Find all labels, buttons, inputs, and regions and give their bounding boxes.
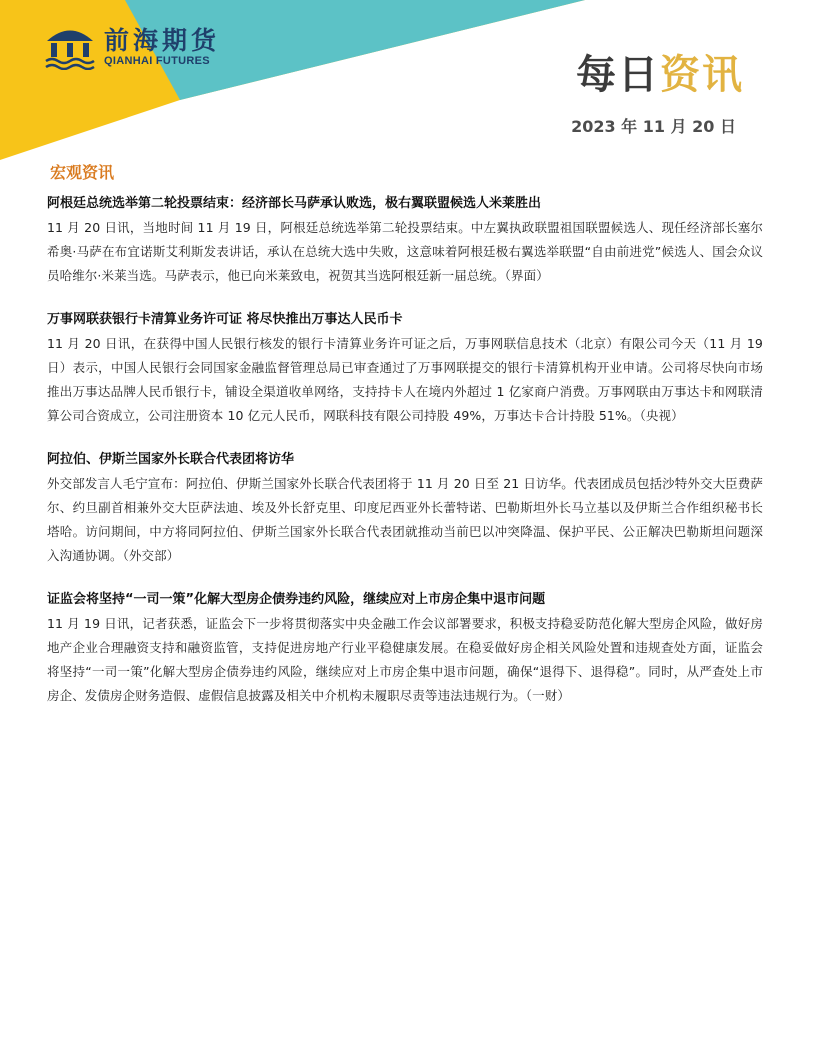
article bbox=[47, 588, 763, 708]
logo-english-name: QIANHAI FUTURES bbox=[104, 55, 210, 67]
logo-chinese-name: 前海期货 bbox=[104, 26, 221, 55]
page-title bbox=[576, 50, 744, 100]
article-body: 外交部发言人毛宁宣布：阿拉伯、伊斯兰国家外长联合代表团将于 11 月 20 日至 21 日访华。代表团成员包括沙特外交大臣费萨尔、约旦副首相兼外交大臣萨法迪、埃及外长舒克里、印度尼西亚外长蕾特诺、巴勒斯坦外长马立基以及伊斯兰合作组织秘书长塔哈。访问期间，中方将同阿拉伯、伊斯兰国家外长联合代表团就推动当前巴以冲突降温、保护平民、公正解决巴勒斯坦问题深入沟通协调。（外交部） bbox=[47, 476, 763, 563]
article-title: 万事网联获银行卡清算业务许可证 将尽快推出万事达人民币卡 bbox=[47, 312, 403, 327]
article-title: 阿拉伯、伊斯兰国家外长联合代表团将访华 bbox=[47, 452, 295, 467]
article-title: 阿根廷总统选举第二轮投票结束：经济部长马萨承认败选，极右翼联盟候选人米莱胜出 bbox=[47, 196, 542, 211]
company-logo bbox=[44, 24, 220, 70]
article-body: 11 月 20 日讯，在获得中国人民银行核发的银行卡清算业务许可证之后，万事网联信息技术（北京）有限公司今天（11 月 19 日）表示，中国人民银行会同国家金融监督管理总局已审查通过了万事网联提交的银行卡清算机构开业申请。公司将尽快向市场推出万事达品牌人民币银行卡，铺设全渠道收单网络，支持持卡人在境内外超过 1 亿家商户消费。万事网联由万事达卡和网联清算公司合资成立，公司注册资本 10 亿元人民币，网联科技有限公司持股 49%，万事达卡合计持股 51%。（央视） bbox=[47, 336, 763, 423]
section-title: 宏观资讯 bbox=[50, 163, 115, 182]
article bbox=[47, 308, 763, 428]
page-title-part2: 资讯 bbox=[660, 52, 744, 98]
article bbox=[47, 192, 763, 288]
publish-date: 2023 年 11 月 20 日 bbox=[571, 117, 736, 136]
article bbox=[47, 448, 763, 568]
page-title-part1: 每日 bbox=[576, 52, 660, 98]
logo-mark-icon bbox=[44, 24, 96, 70]
article-title: 证监会将坚持“一司一策”化解大型房企债券违约风险，继续应对上市房企集中退市问题 bbox=[47, 592, 546, 607]
article-body: 11 月 20 日讯，当地时间 11 月 19 日，阿根廷总统选举第二轮投票结束。中左翼执政联盟祖国联盟候选人、现任经济部长塞尔希奥·马萨在布宜诺斯艾利斯发表讲话，承认在总统大选中失败，这意味着阿根廷极右翼选举联盟“自由前进党”候选人、国会众议员哈维尔·米莱当选。马萨表示，他已向米莱致电，祝贺其当选阿根廷新一届总统。（界面） bbox=[47, 220, 763, 283]
article-body: 11 月 19 日讯，记者获悉，证监会下一步将贯彻落实中央金融工作会议部署要求，积极支持稳妥防范化解大型房企风险，做好房地产企业合理融资支持和融资监管，支持促进房地产行业平稳健康发展。在稳妥做好房企相关风险处置和违规查处方面，证监会将坚持“一司一策”化解大型房企债券违约风险，继续应对上市房企集中退市问题，确保“退得下、退得稳”。同时，从严查处上市房企、发债房企财务造假、虚假信息披露及相关中介机构未履职尽责等违法违规行为。（一财） bbox=[47, 616, 763, 703]
article-list bbox=[47, 192, 763, 728]
